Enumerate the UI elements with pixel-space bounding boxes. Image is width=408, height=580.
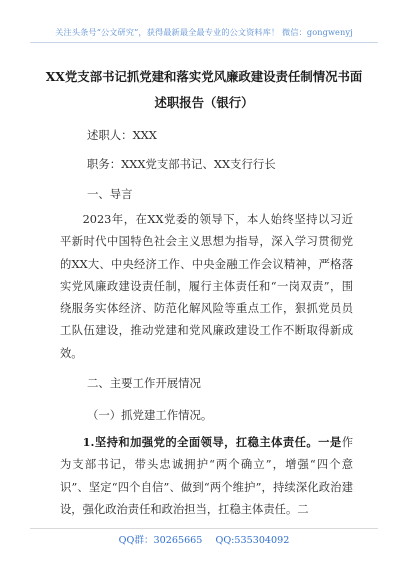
point-1-text: 作为支部书记，带头忠诚拥护“两个确立”，增强“四个意识”、坚定“四个自信”、做到“两个维护”，持续深化政治建设，强化政治责任和政治担当，扛稳主体责任。二 [60, 436, 353, 516]
reporter-line: 述职人：XXX [87, 128, 157, 142]
footer-divider [30, 528, 378, 529]
section-heading-intro: 一、导言 [87, 187, 133, 201]
section-heading-main-work: 二、主要工作开展情况 [87, 376, 201, 390]
footer-contacts [30, 532, 378, 546]
position-line: 职务：XXX党支部书记、XX支行行长 [87, 157, 276, 171]
intro-paragraph: 2023年，在XX党委的领导下，本人始终坚持以习近平新时代中国特色社会主义思想为指导，深入学习贯彻党的XX大、中央经济工作、中央金融工作会议精神，严格落实党风廉政建设责任制，履行主体责任和“一岗双责”，围绕服务实体经济、防范化解风险等重点工作，狠抓党员员工队伍建设，推动党建和党风廉政建设工作不断取得新成效。 [60, 213, 353, 360]
point-1-first-marker: 一是 [318, 435, 342, 449]
document-title-line-1: XX党支部书记抓党建和落实党风廉政建设责任制情况书面 [45, 69, 363, 84]
document-title-line-2: 述职报告（银行） [154, 95, 254, 110]
subsection-heading-party-building: （一）抓党建工作情况。 [87, 408, 213, 422]
point-1-paragraph [60, 431, 353, 521]
footer-qq-group: QQ群：30265665 [118, 535, 203, 546]
top-banner-divider [30, 42, 378, 43]
top-banner: 关注头条号“公文研究”，获得最新最全最专业的公文资料库！ 微信：gongwenyj [55, 27, 353, 37]
footer-qq-contact: QQ:535304092 [215, 535, 290, 546]
point-1-heading: 1.坚持和加强党的全面领导，扛稳主体责任。 [82, 435, 319, 449]
